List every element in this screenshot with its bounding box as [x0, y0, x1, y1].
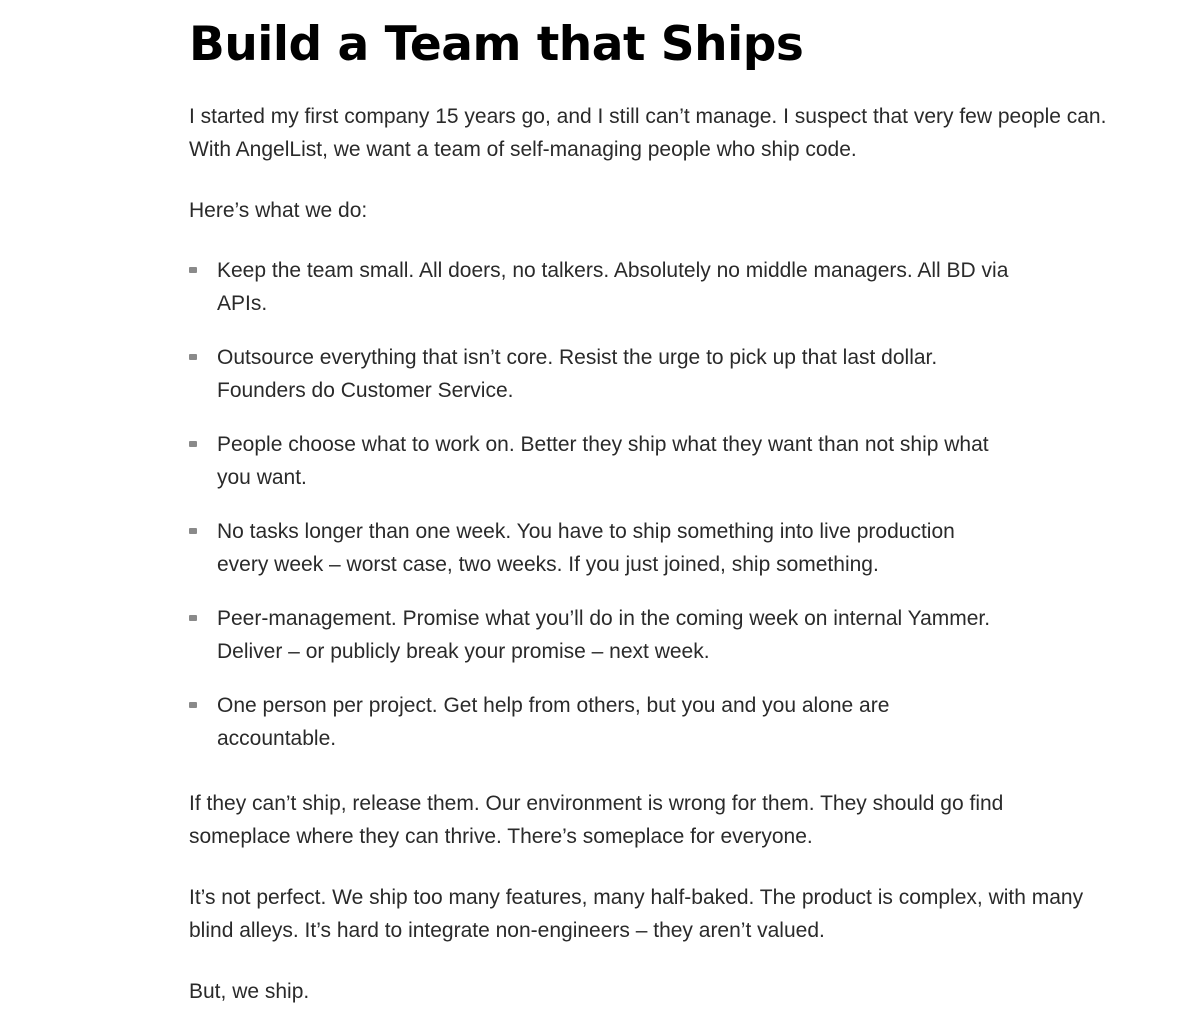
list-item — [189, 341, 1009, 407]
list-item-text: People choose what to work on. Better they ship what they want than not ship what you want. — [217, 433, 989, 489]
bullet-icon — [189, 528, 197, 534]
list-item-text: Outsource everything that isn’t core. Resist the urge to pick up that last dollar. Founders do Customer Service. — [217, 346, 938, 402]
imperfect-paragraph: It’s not perfect. We ship too many features, many half-baked. The product is complex, with many blind alleys. It’s hard to integrate non-engineers – they aren’t valued. — [189, 886, 1084, 942]
article-title: Build a Team that Ships — [189, 17, 804, 72]
list-item — [189, 428, 1009, 494]
closing-paragraph: But, we ship. — [189, 980, 310, 1003]
practices-list — [189, 254, 1009, 776]
list-item-text: One person per project. Get help from others, but you and you alone are accountable. — [217, 694, 890, 750]
list-item-text: No tasks longer than one week. You have to ship something into live production every week – worst case, two weeks. If you just joined, ship something. — [217, 520, 955, 576]
list-item — [189, 689, 1009, 755]
bullet-icon — [189, 354, 197, 360]
list-item-text: Peer-management. Promise what you’ll do in the coming week on internal Yammer. Deliver – or publicly break your promise – next week. — [217, 607, 991, 663]
list-item-text: Keep the team small. All doers, no talkers. Absolutely no middle managers. All BD via APIs. — [217, 259, 1009, 315]
release-paragraph: If they can’t ship, release them. Our environment is wrong for them. They should go find someplace where they can thrive. There’s someplace for everyone. — [189, 792, 1004, 848]
intro-paragraph: I started my first company 15 years go, and I still can’t manage. I suspect that very few people can. With AngelList, we want a team of self-managing people who ship code. — [189, 105, 1107, 161]
list-item — [189, 602, 1009, 668]
bullet-icon — [189, 441, 197, 447]
list-item — [189, 515, 1009, 581]
list-item — [189, 254, 1009, 320]
bullet-icon — [189, 702, 197, 708]
bullet-icon — [189, 267, 197, 273]
bullet-icon — [189, 615, 197, 621]
lead-in-paragraph: Here’s what we do: — [189, 199, 368, 222]
